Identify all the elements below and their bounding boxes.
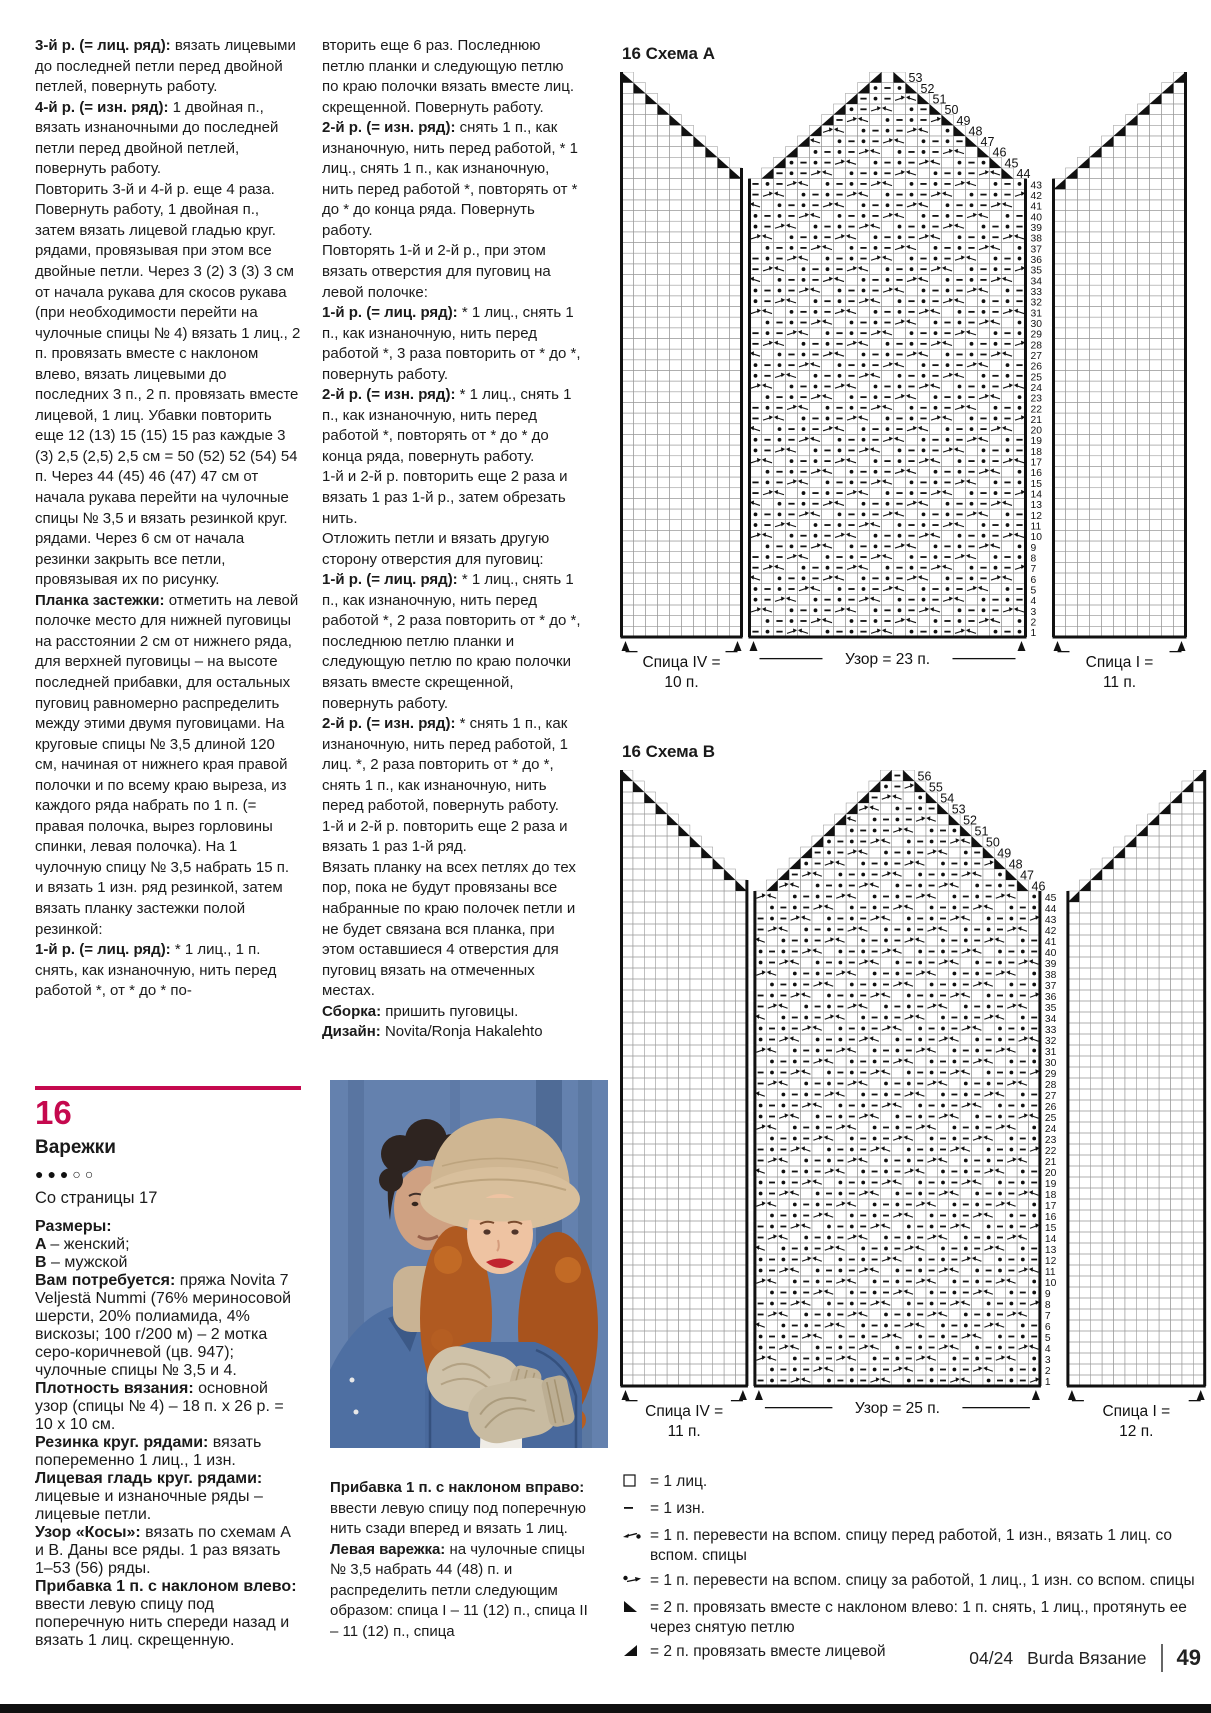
paragraph: 1-й и 2-й р. повторить еще 2 раза и вязать 1 раз 1-й р., затем обрезать нить. bbox=[322, 468, 568, 527]
svg-text:47: 47 bbox=[980, 135, 995, 150]
purl-dash-icon bbox=[622, 1500, 642, 1516]
pattern-16-section bbox=[35, 1086, 301, 1650]
pattern-number: 16 bbox=[35, 1094, 72, 1131]
paragraph: Повторять 1-й и 2-й р., при этом вязать отверстия для пуговиц на левой полочке: bbox=[322, 242, 551, 301]
photo-illustration bbox=[330, 1080, 608, 1448]
legend-item bbox=[622, 1499, 1200, 1522]
svg-text:42: 42 bbox=[1030, 191, 1042, 203]
svg-text:44: 44 bbox=[1016, 167, 1031, 182]
pattern-instructions bbox=[35, 1218, 301, 1650]
paragraph: Левая варежка: на чулочные спицы № 3,5 набрать 44 (48) п. и распределить петли следующим образом: спица I – 11 (12) п., спица II – 11 (12) п., спица bbox=[330, 1540, 588, 1640]
chart-a bbox=[620, 44, 1189, 700]
from-page-note: Со страницы 17 bbox=[35, 1189, 158, 1207]
difficulty-rating: ●●●○○ bbox=[35, 1166, 98, 1182]
chart-legend bbox=[622, 1472, 1200, 1669]
dec-left-icon bbox=[622, 1599, 642, 1615]
svg-text:10: 10 bbox=[1030, 532, 1042, 544]
legend-text: = 1 п. перевести на вспом. спицу перед работой, 1 изн., вязать 1 лиц. со вспом. спицы bbox=[650, 1527, 1172, 1565]
svg-text:24: 24 bbox=[1030, 382, 1042, 394]
paragraph: Резинка круг. рядами: вязать попеременно 1 лиц., 1 изн. bbox=[35, 1434, 262, 1469]
svg-text:25: 25 bbox=[1030, 372, 1042, 384]
svg-text:20: 20 bbox=[1030, 425, 1042, 437]
legend-item bbox=[622, 1472, 1200, 1495]
svg-text:Узор = 23 п.: Узор = 23 п. bbox=[844, 650, 931, 668]
svg-text:22: 22 bbox=[1030, 404, 1042, 416]
svg-text:43: 43 bbox=[1030, 180, 1042, 192]
svg-text:45: 45 bbox=[1004, 156, 1019, 171]
paragraph: 1-й р. (= лиц. ряд): * 1 лиц., 1 п. снять, как изнаночную, нить перед работой *, от * до * по- bbox=[35, 941, 277, 1000]
page-footer bbox=[969, 1644, 1201, 1672]
paragraph: B – мужской bbox=[35, 1254, 128, 1271]
paragraph: Прибавка 1 п. с наклоном влево: ввести левую спицу под поперечную нить спереди назад и вязать 1 лиц. скрещенную. bbox=[35, 1578, 297, 1649]
svg-text:51: 51 bbox=[932, 92, 947, 107]
paragraph: A – женский; bbox=[35, 1236, 130, 1253]
svg-text:41: 41 bbox=[1030, 201, 1042, 213]
paragraph: 1-й р. (= лиц. ряд): * 1 лиц., снять 1 п., как изнаночную, нить перед работой *, 2 раза повторить от * до *, последнюю петлю планки и следующую петлю по краю полочки вязать вместе скрещенной, повернуть работу. bbox=[322, 571, 581, 712]
paragraph: Размеры: bbox=[35, 1218, 112, 1235]
chart-b-title: 16 Схема B bbox=[622, 742, 715, 761]
legend-text: = 2 п. провязать вместе лицевой bbox=[650, 1642, 886, 1660]
svg-text:12: 12 bbox=[1030, 510, 1042, 522]
paragraph: Дизайн: Novita/Ronja Hakalehto bbox=[322, 1023, 543, 1041]
page-number: 49 bbox=[1176, 1645, 1201, 1670]
svg-text:2: 2 bbox=[1030, 617, 1037, 629]
svg-text:11: 11 bbox=[1030, 521, 1042, 533]
svg-text:18: 18 bbox=[1030, 446, 1042, 458]
paragraph: Отложить петли и вязать другую сторону отверстия для пуговиц: bbox=[322, 530, 550, 568]
paragraph: 1-й и 2-й р. повторить еще 2 раза и вязать 1 раз 1-й ряд. bbox=[322, 817, 568, 856]
page-bottom-edge bbox=[0, 1704, 1211, 1713]
svg-text:11 п.: 11 п. bbox=[1102, 673, 1137, 691]
paragraph: 3-й р. (= лиц. ряд): вязать лицевыми до последней петли перед двойной петлей, повернуть работу. bbox=[35, 37, 296, 96]
svg-text:35: 35 bbox=[1030, 265, 1042, 277]
column-middle-top bbox=[322, 36, 582, 1043]
svg-text:36: 36 bbox=[1030, 255, 1042, 267]
paragraph: Прибавка 1 п. с наклоном вправо: ввести левую спицу под поперечную нить сзади вперед и вязать 1 лиц. bbox=[330, 1479, 586, 1538]
svg-text:48: 48 bbox=[968, 124, 983, 139]
svg-text:17: 17 bbox=[1030, 457, 1042, 469]
svg-text:4: 4 bbox=[1030, 596, 1037, 608]
svg-text:32: 32 bbox=[1030, 297, 1042, 309]
chart-b bbox=[620, 742, 1208, 1449]
paragraph: Сборка: пришить пуговицы. bbox=[322, 1002, 519, 1020]
paragraph: 2-й р. (= изн. ряд): * 1 лиц., снять 1 п., как изнаночную, нить перед работой *, повторять от * до * до конца ряда, повернуть работу. bbox=[322, 386, 572, 465]
chart-b-grid bbox=[620, 770, 1208, 1444]
paragraph: Вязать планку на всех петлях до тех пор, пока не будут провязаны все набранные по краю полочек петли и не будет связана вся планка, при этом оставшиеся 4 отверстия для пуговиц вязать на отмеченных местах. bbox=[322, 858, 576, 1000]
footer-issue: 04/24 bbox=[969, 1647, 1014, 1668]
svg-text:52: 52 bbox=[920, 81, 935, 96]
legend-icon-cell bbox=[622, 1598, 650, 1621]
chart-a-grid bbox=[620, 72, 1189, 695]
svg-text:30: 30 bbox=[1030, 318, 1042, 330]
photo-models-with-mittens bbox=[330, 1080, 608, 1448]
legend-icon-cell bbox=[622, 1571, 650, 1594]
svg-text:9: 9 bbox=[1030, 542, 1037, 554]
svg-text:27: 27 bbox=[1030, 350, 1042, 362]
svg-text:19: 19 bbox=[1030, 436, 1042, 448]
svg-text:50: 50 bbox=[944, 103, 959, 118]
svg-text:13: 13 bbox=[1030, 500, 1042, 512]
svg-text:1: 1 bbox=[1030, 628, 1037, 640]
svg-text:10 п.: 10 п. bbox=[664, 673, 699, 691]
legend-item bbox=[622, 1571, 1200, 1594]
paragraph: Узор «Косы»: вязать по схемам A и B. Даны все ряды. 1 раз вязать 1–53 (56) ряды. bbox=[35, 1524, 291, 1577]
paragraph: 4-й р. (= изн. ряд): 1 двойная п., вязать изнаночными до последней петли перед двойной петлей, повернуть работу. bbox=[35, 98, 279, 178]
svg-text:46: 46 bbox=[992, 145, 1007, 160]
legend-item bbox=[622, 1526, 1200, 1566]
paragraph: 2-й р. (= изн. ряд): снять 1 п., как изнаночную, нить перед работой, * 1 лиц., снять 1 п., как изнаночную, нить перед работой *, повторять от * до * до конца ряда. Повернуть работу. bbox=[322, 119, 579, 239]
footer-magazine: Burda Вязание bbox=[1027, 1647, 1147, 1668]
legend-icon-cell bbox=[622, 1472, 650, 1495]
legend-text: = 1 лиц. bbox=[650, 1473, 708, 1490]
dec-right-icon bbox=[622, 1643, 642, 1659]
svg-text:31: 31 bbox=[1030, 308, 1042, 320]
legend-icon-cell bbox=[622, 1526, 650, 1549]
svg-text:23: 23 bbox=[1030, 393, 1042, 405]
svg-text:16: 16 bbox=[1030, 468, 1042, 480]
legend-icon-cell bbox=[622, 1642, 650, 1665]
legend-text: = 1 п. перевести на вспом. спицу за работой, 1 лиц., 1 изн. со вспом. спицы bbox=[650, 1571, 1195, 1589]
svg-text:39: 39 bbox=[1030, 223, 1042, 235]
paragraph: Плотность вязания: основной узор (спицы № 4) – 18 п. x 26 р. = 10 x 10 см. bbox=[35, 1380, 284, 1433]
svg-text:Спица IV =: Спица IV = bbox=[642, 653, 721, 671]
legend-item bbox=[622, 1598, 1200, 1638]
svg-text:3: 3 bbox=[1030, 606, 1037, 618]
paragraph: Повторить 3-й и 4-й р. еще 4 раза. Повернуть работу, 1 двойная п., затем вязать лицевой гладью круг. рядами, провязывая при этом все двойные петли. Через 3 (2) 3 (3) 3 см от начала рукава для скосов рукава (при необходимости перейти на чулочные спицы № 4) вязать 1 лиц., 2 п. провязать вместе с наклоном влево, вязать лицевыми до последних 3 п., 2 п. провязать вместе лицевой, 1 лиц. Убавки повторить еще 12 (13) 15 (15) 15 раз каждые 3 (3) 2,5 (2,5) 2,5 см = 50 (52) 52 (54) 54 п. Через 44 (45) 46 (47) 47 см от начала рукава перейти на чулочные спицы № 3,5 и вязать резинкой круг. рядами. Через 6 см от начала резинки закрыть все петли, провязывая их по рисунку. bbox=[35, 180, 301, 589]
svg-text:26: 26 bbox=[1030, 361, 1042, 373]
svg-text:6: 6 bbox=[1030, 574, 1037, 586]
pattern-title: Варежки bbox=[35, 1137, 116, 1158]
svg-text:37: 37 bbox=[1030, 244, 1042, 256]
paragraph: 1-й р. (= лиц. ряд): * 1 лиц., снять 1 п., как изнаночную, нить перед работой *, 3 раза повторить от * до *, повернуть работу. bbox=[322, 304, 581, 383]
svg-text:7: 7 bbox=[1030, 564, 1037, 576]
svg-text:40: 40 bbox=[1030, 212, 1042, 224]
svg-text:21: 21 bbox=[1030, 414, 1042, 426]
column-left-top bbox=[35, 36, 301, 1002]
paragraph: Вам потребуется: пряжа Novita 7 Veljestä Nummi (76% мериносовой шерсти, 20% полиамида, 4% вискозы; 100 г/200 м) – 2 мотка серо-коричневой (цв. 947); чулочные спицы № 3,5 и 4. bbox=[35, 1272, 292, 1379]
svg-text:33: 33 bbox=[1030, 287, 1042, 299]
cable-front-icon bbox=[622, 1527, 642, 1543]
legend-text: = 2 п. провязать вместе с наклоном влево: 1 п. снять, 1 лиц., протянуть ее через снятую петлю bbox=[650, 1598, 1187, 1636]
svg-text:5: 5 bbox=[1030, 585, 1037, 597]
svg-text:15: 15 bbox=[1030, 478, 1042, 490]
svg-text:28: 28 bbox=[1030, 340, 1042, 352]
paragraph: вторить еще 6 раз. Последнюю петлю планки и следующую петлю по краю полочки вязать вместе лиц. скрещенной. Повернуть работу. bbox=[322, 37, 575, 116]
knit-square-icon bbox=[622, 1473, 642, 1489]
paragraph: Планка застежки: отметить на левой полочке место для нижней пуговицы на расстоянии 2 см от нижнего ряда, для верхней пуговицы – на высоте последней прибавки, для остальных пуговиц равномерно распределить между этими двумя пуговицами. На круговые спицы № 3,5 длиной 120 см, начиная от нижнего края правой полочки и по всему краю выреза, из каждого ряда набрать по 1 п. (= правая полочка, вырез горловины спинки, левая полочка). На 1 чулочную спицу № 3,5 набрать 15 п. и вязать 1 изн. ряд резинкой, затем вязать планку застежки полой резинкой: bbox=[35, 591, 299, 938]
paragraph: Лицевая гладь круг. рядами: лицевые и изнаночные ряды – лицевые петли. bbox=[35, 1470, 263, 1523]
cable-back-icon bbox=[622, 1572, 642, 1588]
column-middle-bottom bbox=[330, 1478, 594, 1642]
chart-a-title: 16 Схема A bbox=[622, 44, 715, 63]
svg-text:8: 8 bbox=[1030, 553, 1037, 565]
footer-divider bbox=[1161, 1644, 1163, 1672]
section-divider bbox=[35, 1086, 301, 1090]
svg-text:34: 34 bbox=[1030, 276, 1042, 288]
svg-text:29: 29 bbox=[1030, 329, 1042, 341]
svg-text:14: 14 bbox=[1030, 489, 1042, 501]
legend-icon-cell bbox=[622, 1499, 650, 1522]
svg-text:49: 49 bbox=[956, 113, 971, 128]
legend-text: = 1 изн. bbox=[650, 1500, 705, 1518]
paragraph: 2-й р. (= изн. ряд): * снять 1 п., как изнаночную, нить перед работой, 1 лиц. *, 2 раза повторить от * до *, снять 1 п., как изнаночную, нить перед работой, повернуть работу. bbox=[322, 715, 569, 815]
svg-text:53: 53 bbox=[908, 72, 923, 86]
svg-text:Спица I =: Спица I = bbox=[1085, 653, 1154, 671]
svg-text:38: 38 bbox=[1030, 233, 1042, 245]
